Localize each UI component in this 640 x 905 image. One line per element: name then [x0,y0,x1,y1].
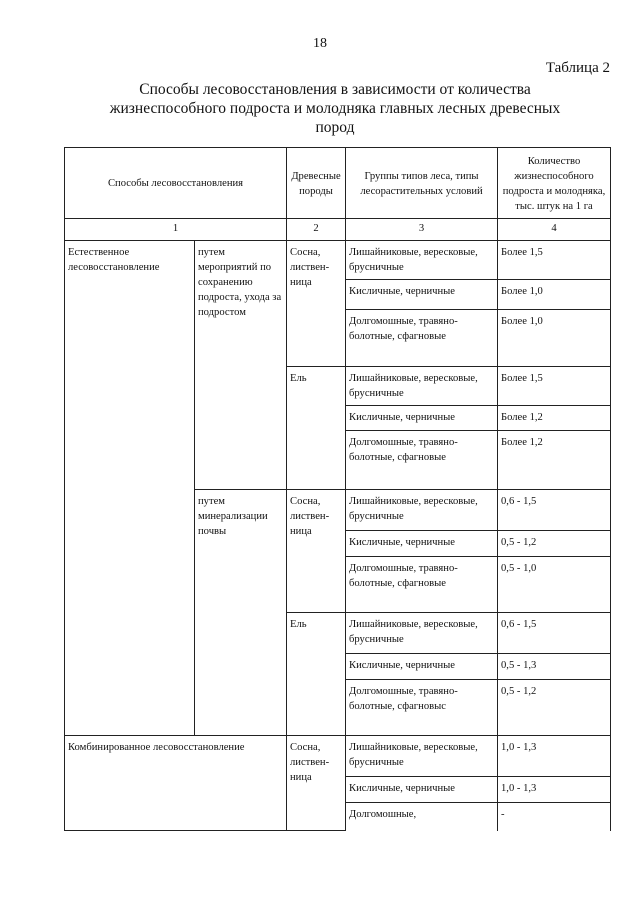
quantity-value: 1,0 - 1,3 [498,777,611,803]
quantity-value: Более 1,2 [498,406,611,431]
table-row [65,241,611,280]
quantity-value: Более 1,5 [498,367,611,406]
forest-type: Лишайниковые, вересковые, брусничные [346,613,498,654]
species-pine-larch: Сосна, листвен-ница [287,490,346,613]
quantity-value: Более 1,0 [498,310,611,367]
forest-type: Лишайниковые, вересковые, брусничные [346,241,498,280]
quantity-value: 0,5 - 1,0 [498,557,611,613]
column-number: 4 [498,219,611,241]
forest-type: Долгомошные, [346,803,498,831]
forest-type: Кисличные, черничные [346,777,498,803]
header-methods: Способы лесовосстановления [65,148,287,219]
quantity-value: Более 1,5 [498,241,611,280]
forest-type: Лишайниковые, вересковые, брусничные [346,367,498,406]
forest-type: Кисличные, черничные [346,531,498,557]
quantity-value: 0,6 - 1,5 [498,613,611,654]
quantity-value: 0,5 - 1,2 [498,531,611,557]
quantity-value: 0,5 - 1,2 [498,680,611,736]
quantity-value: Более 1,0 [498,280,611,310]
method-combined: Комбинированное лесовосстановление [65,736,287,831]
quantity-value: 1,0 - 1,3 [498,736,611,777]
quantity-value: 0,6 - 1,5 [498,490,611,531]
document-title: Способы лесовосстановления в зависимости от количества жизнеспособного подроста и молодняка главных лесных древесных пород [109,81,561,136]
header-tree-species: Древесные породы [287,148,346,219]
column-number-row [65,219,611,241]
submethod-mineralization: путем минерализации почвы [195,490,287,736]
column-number: 2 [287,219,346,241]
forest-type: Лишайниковые, вересковые, брусничные [346,736,498,777]
forest-type: Долгомошные, травяно-болотные, сфагновые [346,310,498,367]
forest-type: Кисличные, черничные [346,654,498,680]
table-row [65,736,611,777]
species-pine-larch: Сосна, листвен-ница [287,241,346,367]
page-number: 18 [313,36,327,51]
header-row [65,148,611,219]
submethod-preservation: путем мероприятий по сохранению подроста, ухода за подростом [195,241,287,490]
quantity-value: - [498,803,611,831]
species-spruce: Ель [287,613,346,736]
method-natural: Естественное лесовосстановление [65,241,195,736]
header-quantity: Количество жизнеспособного подроста и молодняка, тыс. штук на 1 га [498,148,611,219]
forest-type: Долгомошные, травяно-болотные, сфагновые [346,431,498,490]
table-label: Таблица 2 [545,60,610,76]
reforestation-table [64,147,611,831]
species-pine-larch: Сосна, листвен-ница [287,736,346,831]
forest-type: Кисличные, черничные [346,406,498,431]
forest-type: Кисличные, черничные [346,280,498,310]
forest-type: Лишайниковые, вересковые, брусничные [346,490,498,531]
column-number: 3 [346,219,498,241]
forest-type: Долгомошные, травяно-болотные, сфагновыс [346,680,498,736]
forest-type: Долгомошные, травяно-болотные, сфагновые [346,557,498,613]
quantity-value: 0,5 - 1,3 [498,654,611,680]
column-number: 1 [65,219,287,241]
species-spruce: Ель [287,367,346,490]
header-forest-types: Группы типов леса, типы лесорастительных условий [346,148,498,219]
quantity-value: Более 1,2 [498,431,611,490]
